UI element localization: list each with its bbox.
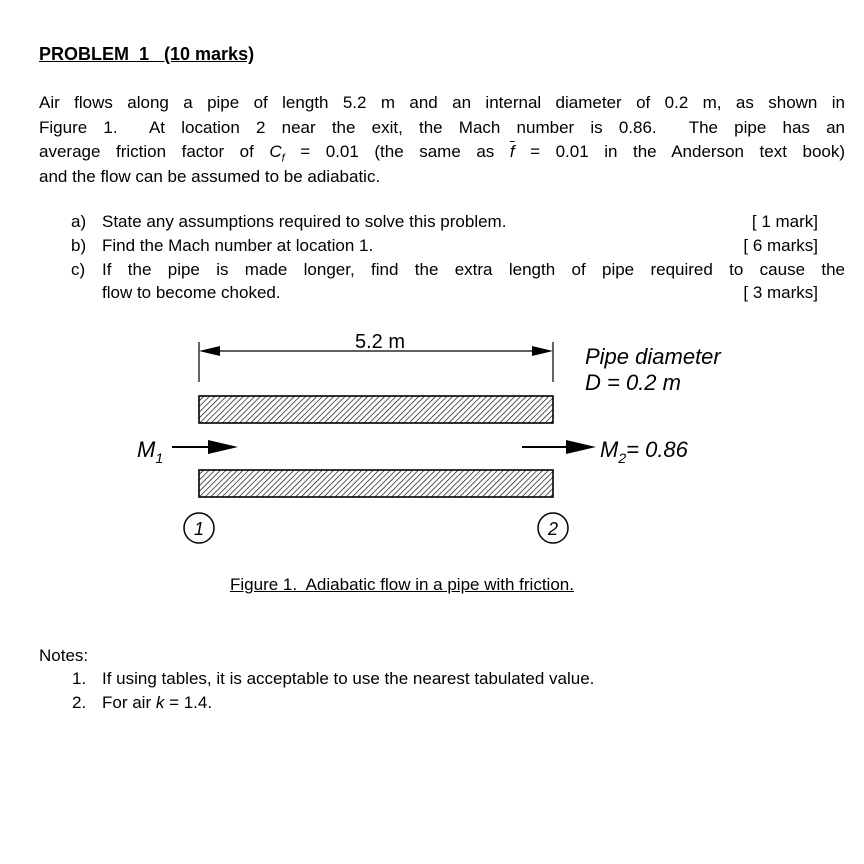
problem-title: PROBLEM 1 (10 marks): [39, 44, 255, 64]
note-1-text: If using tables, it is acceptable to use the nearest tabulated value.: [102, 669, 595, 688]
m1-label: $M_1$: [137, 437, 164, 466]
friction-coefficient-symbol: C: [269, 142, 282, 161]
length-label: 5.2 m: [354, 331, 406, 353]
statement-line-3: average friction factor of $C_f = 0.01$ (the same as $\overline{f} = 0.01$ in the Anderson text book): [39, 142, 846, 165]
svg-text:2: 2: [547, 519, 559, 539]
station-2-marker: [538, 513, 568, 543]
pipe-bottom-wall: [199, 470, 553, 497]
m2-label: $M_2= 0.86$: [600, 437, 688, 466]
pipe-top-wall: [199, 396, 553, 423]
inlet-arrow-icon: [172, 440, 238, 454]
notes-heading: Notes:: [39, 646, 89, 665]
diameter-label-1: Pipe diameter: [585, 344, 721, 369]
note-1-number: 1.: [72, 669, 87, 688]
outlet-arrow-icon: [522, 440, 596, 454]
note-2-number: 2.: [72, 693, 87, 712]
statement-line-1: Air flows along a pipe of length 5.2 m and an internal diameter of 0.2 m, as shown in: [39, 93, 845, 112]
friction-factor-symbol: $\overline{f}$: [509, 142, 515, 161]
mark-c: [ 3 marks]: [743, 283, 818, 302]
svg-text:1: 1: [193, 519, 205, 539]
mark-b: [ 6 marks]: [743, 236, 818, 255]
note-2-text: For air k = 1.4.: [102, 693, 213, 712]
diameter-label-2: D = 0.2 m: [585, 370, 681, 395]
statement-line-2: Figure 1. At location 2 near the exit, the Mach number is 0.86. The pipe has an: [39, 117, 845, 137]
dimension-arrow-left-icon: [199, 346, 220, 356]
figure-caption: Figure 1. Adiabatic flow in a pipe with friction.: [230, 575, 574, 594]
statement-line-4: and the flow can be assumed to be adiabatic.: [39, 166, 381, 186]
dimension-arrow-right-icon: [532, 346, 553, 356]
length-dimension: [199, 331, 553, 382]
station-1-marker: [184, 513, 214, 543]
mark-a: [ 1 mark]: [751, 212, 818, 231]
